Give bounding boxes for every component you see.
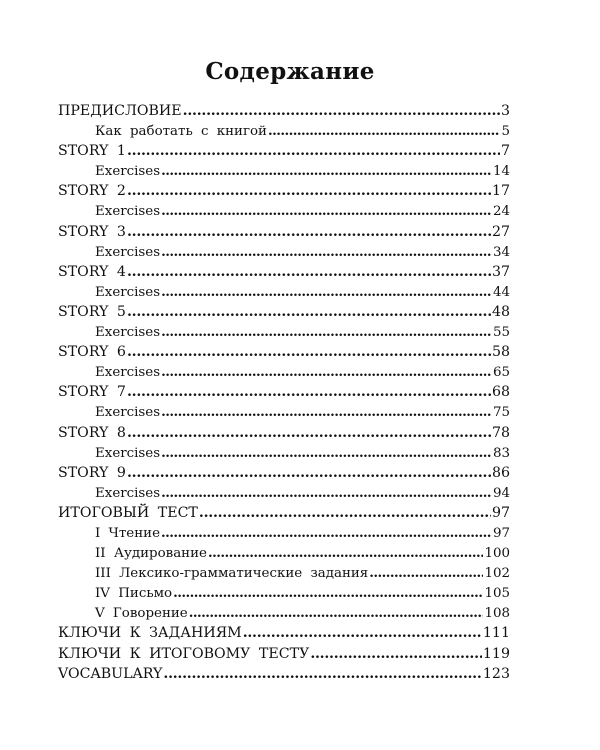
dot-leader <box>243 623 482 643</box>
entry-page-number: 97 <box>491 504 510 521</box>
toc-subentry <box>58 201 510 221</box>
entry-page-number: 34 <box>492 244 510 260</box>
toc-subentry <box>58 583 510 603</box>
toc-entry <box>58 664 510 684</box>
entry-page-number: 97 <box>492 525 510 541</box>
dot-leader <box>161 282 492 303</box>
entry-page-number: 78 <box>491 424 510 441</box>
entry-page-number: 108 <box>484 606 510 622</box>
entry-label: IV Письмо <box>95 586 173 602</box>
dot-leader <box>127 141 500 161</box>
entry-page-number: 58 <box>491 344 510 361</box>
toc-subentry <box>58 443 510 463</box>
entry-page-number: 123 <box>482 665 510 682</box>
entry-page-number: 83 <box>492 445 510 461</box>
dot-leader <box>161 201 492 222</box>
entry-page-number: 75 <box>492 405 510 421</box>
dot-leader <box>369 563 483 584</box>
dot-leader <box>127 342 491 362</box>
dot-leader <box>161 443 492 464</box>
entry-label: КЛЮЧИ К ИТОГОВОМУ ТЕСТУ <box>58 645 310 662</box>
toc-subentry <box>58 563 510 583</box>
entry-label: III Лексико-грамматические задания <box>95 566 369 582</box>
entry-page-number: 68 <box>491 384 510 401</box>
entry-page-number: 119 <box>482 645 510 662</box>
toc-subentry <box>58 161 510 181</box>
toc-entry <box>58 463 510 483</box>
dot-leader <box>173 583 483 604</box>
entry-label: I Чтение <box>95 525 161 541</box>
entry-page-number: 102 <box>484 566 510 582</box>
toc-subentry <box>58 242 510 262</box>
entry-label: ПРЕДИСЛОВИЕ <box>58 103 182 119</box>
dot-leader <box>161 523 492 544</box>
entry-label: Exercises <box>95 445 161 461</box>
entry-page-number: 17 <box>491 183 510 200</box>
dot-leader <box>163 664 482 684</box>
entry-label: Exercises <box>95 244 161 260</box>
entry-label: STORY 7 <box>58 384 126 401</box>
entry-page-number: 86 <box>491 464 510 481</box>
entry-page-number: 14 <box>492 164 510 180</box>
entry-page-number: 65 <box>492 365 510 381</box>
entry-label: Как работать с книгой <box>95 124 267 140</box>
dot-leader <box>127 181 491 201</box>
dot-leader <box>183 101 500 121</box>
entry-page-number: 37 <box>491 263 510 280</box>
dot-leader <box>161 483 492 504</box>
entry-page-number: 94 <box>492 485 510 501</box>
entry-page-number: 27 <box>491 223 510 240</box>
entry-page-number: 100 <box>484 546 510 562</box>
toc-subentry <box>58 322 510 342</box>
entry-label: Exercises <box>95 365 161 381</box>
dot-leader <box>161 402 492 423</box>
entry-label: ИТОГОВЫЙ ТЕСТ <box>58 504 198 521</box>
entry-label: STORY 1 <box>58 143 126 160</box>
dot-leader <box>189 603 484 624</box>
entry-page-number: 105 <box>484 586 510 602</box>
entry-label: Exercises <box>95 284 161 300</box>
entry-label: STORY 8 <box>58 424 126 441</box>
entry-page-number: 48 <box>491 303 510 320</box>
entry-label: Exercises <box>95 204 161 220</box>
entry-label: STORY 2 <box>58 183 126 200</box>
entry-page-number: 111 <box>482 625 510 642</box>
dot-leader <box>199 503 491 523</box>
dot-leader <box>161 242 492 263</box>
entry-label: Exercises <box>95 405 161 421</box>
toc-entry <box>58 623 510 643</box>
entry-page-number: 5 <box>501 124 510 140</box>
toc-subentry <box>58 543 510 563</box>
dot-leader <box>127 423 491 443</box>
dot-leader <box>161 362 492 383</box>
toc-subentry <box>58 121 510 141</box>
toc-entry <box>58 382 510 402</box>
toc-subentry <box>58 362 510 382</box>
toc-entry <box>58 262 510 282</box>
entry-label: STORY 5 <box>58 303 126 320</box>
toc-entry <box>58 101 510 121</box>
toc-entry <box>58 141 510 161</box>
entry-label: V Говорение <box>95 606 188 622</box>
toc-subentry <box>58 603 510 623</box>
entry-label: Exercises <box>95 325 161 341</box>
dot-leader <box>127 463 491 483</box>
toc-entry <box>58 503 510 523</box>
dot-leader <box>127 262 491 282</box>
dot-leader <box>161 161 492 182</box>
page-title: Содержание <box>205 58 375 85</box>
dot-leader <box>268 121 500 142</box>
toc-entry <box>58 222 510 242</box>
entry-page-number: 44 <box>492 284 510 300</box>
toc-entry <box>58 342 510 362</box>
dot-leader <box>310 644 482 664</box>
dot-leader <box>127 382 491 402</box>
entry-page-number: 55 <box>492 325 510 341</box>
entry-label: Exercises <box>95 164 161 180</box>
entry-page-number: 7 <box>500 143 510 160</box>
entry-label: STORY 9 <box>58 464 126 481</box>
toc-entry <box>58 644 510 664</box>
entry-label: STORY 6 <box>58 344 126 361</box>
entry-label: STORY 3 <box>58 223 126 240</box>
toc-entry <box>58 302 510 322</box>
dot-leader <box>208 543 483 564</box>
dot-leader <box>127 222 491 242</box>
toc-subentry <box>58 523 510 543</box>
entry-label: КЛЮЧИ К ЗАДАНИЯМ <box>58 625 242 642</box>
entry-page-number: 3 <box>500 103 510 119</box>
toc-subentry <box>58 483 510 503</box>
toc-subentry <box>58 282 510 302</box>
toc-entry <box>58 181 510 201</box>
dot-leader <box>127 302 491 322</box>
entry-label: STORY 4 <box>58 263 126 280</box>
table-of-contents <box>58 101 510 684</box>
entry-label: Exercises <box>95 485 161 501</box>
entry-label: II Аудирование <box>95 546 207 562</box>
entry-label: VOCABULARY <box>58 665 163 682</box>
toc-entry <box>58 423 510 443</box>
entry-page-number: 24 <box>492 204 510 220</box>
toc-subentry <box>58 402 510 422</box>
dot-leader <box>161 322 492 343</box>
